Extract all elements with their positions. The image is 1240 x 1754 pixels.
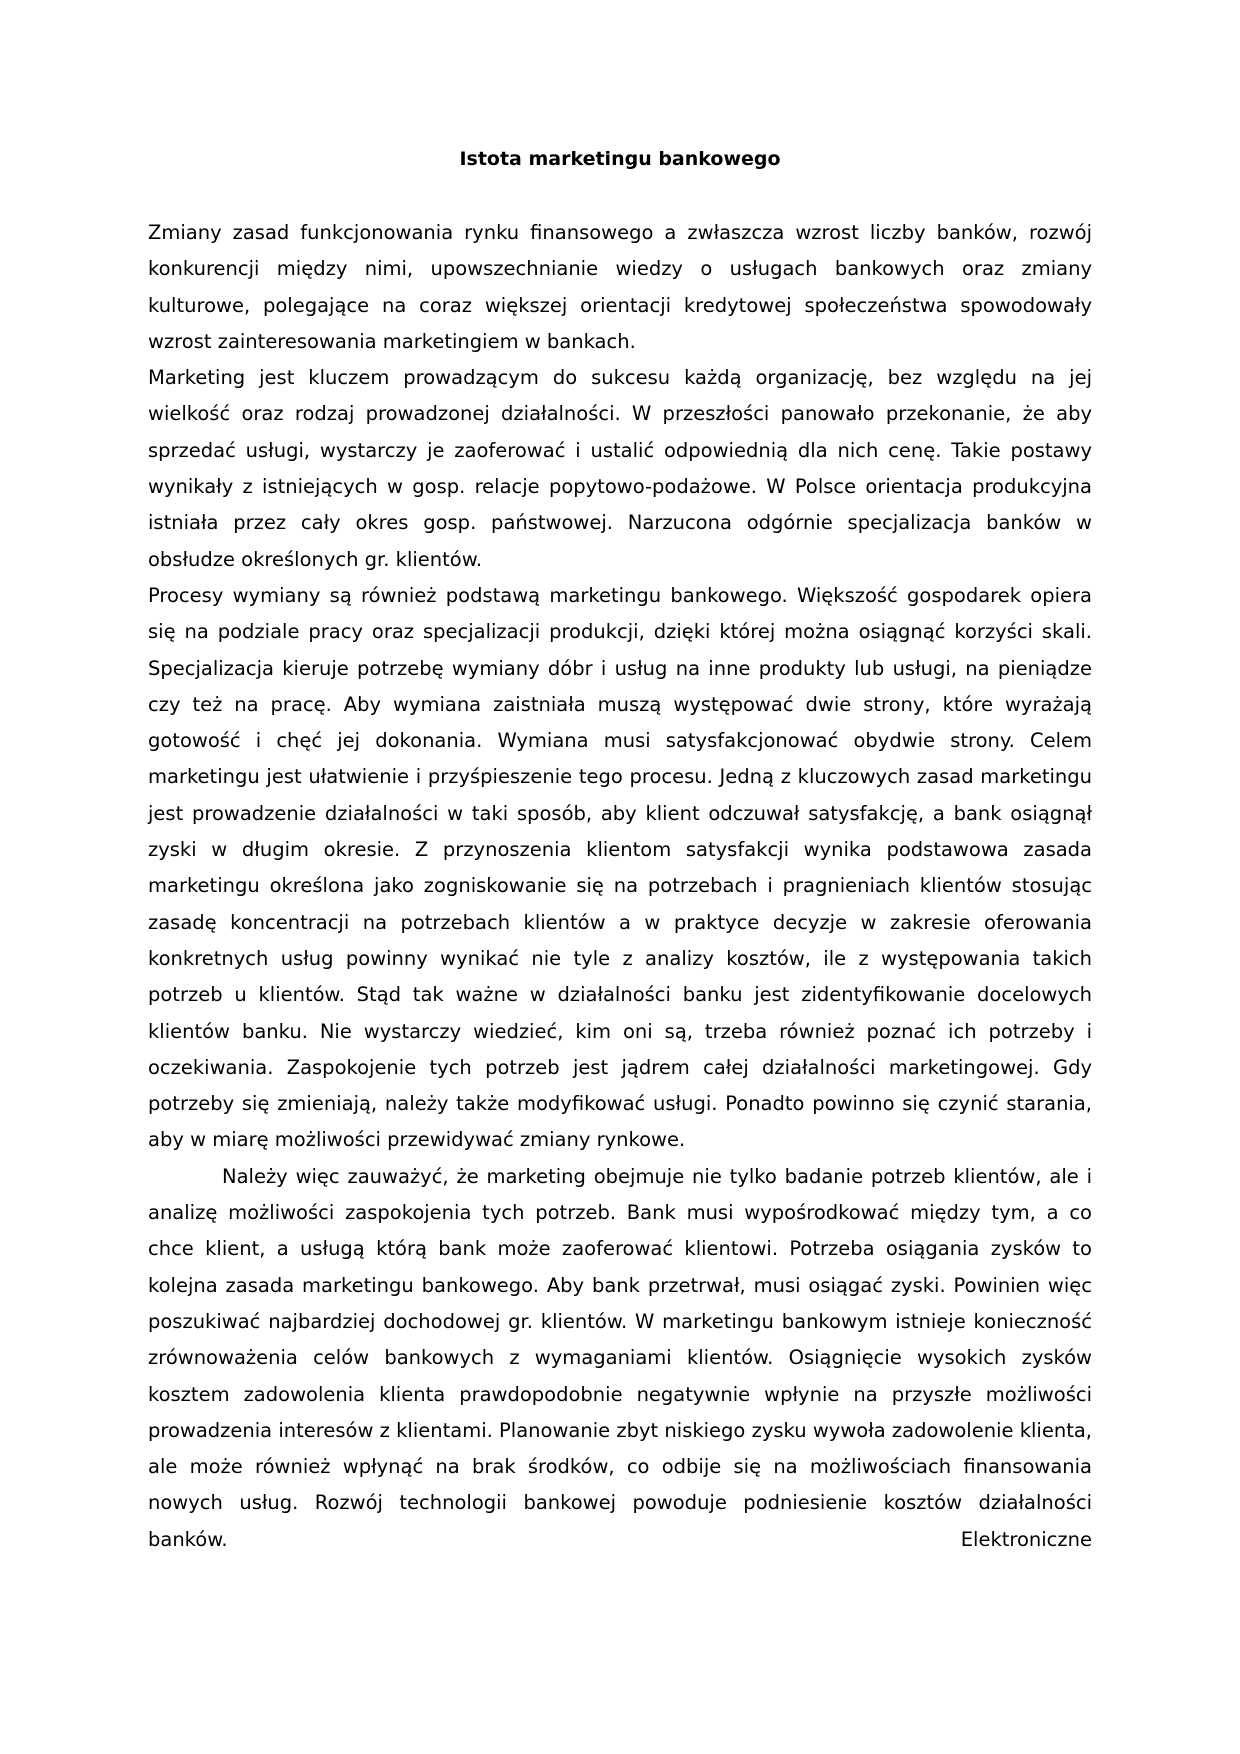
paragraph-4: Należy więc zauważyć, że marketing obejmuje nie tylko badanie potrzeb klientów, ale i analizę możliwości zaspokojenia tych potrzeb. Bank musi wypośrodkować między tym, a co chce klient, a usługą którą bank może zaoferować klientowi. Potrzeba osiągania zysków to kolejna zasada marketingu bankowego. Aby bank przetrwał, musi osiągać zyski. Powinien więc poszukiwać najbardziej dochodowej gr. klientów. W marketingu bankowym istnieje konieczność zrównoważenia celów bankowych z wymaganiami klientów. Osiągnięcie wysokich zysków kosztem zadowolenia klienta prawdopodobnie negatywnie wpłynie na przyszłe możliwości prowadzenia interesów z klientami. Planowanie zbyt niskiego zysku wywoła zadowolenie klienta, ale może również wpłynąć na brak środków, co odbije się na możliwościach finansowania nowych usług. Rozwój technologii bankowej powoduje podniesienie kosztów działalności banków. Elektroniczne xyxy=(148,1164,1092,1551)
paragraph-3: Procesy wymiany są również podstawą marketingu bankowego. Większość gospodarek opiera się na podziale pracy oraz specjalizacji produkcji, dzięki której można osiągnąć korzyści skali. Specjalizacja kieruje potrzebę wymiany dóbr i usług na inne produkty lub usługi, na pieniądze czy też na pracę. Aby wymiana zaistniała muszą występować dwie strony, które wyrażają gotowość i chęć jej dokonania. Wymiana musi satysfakcjonować obydwie strony. Celem marketingu jest ułatwienie i przyśpieszenie tego procesu. Jedną z kluczowych zasad marketingu jest prowadzenie działalności w taki sposób, aby klient odczuwał satysfakcję, a bank osiągnął zyski w długim okresie. Z przynoszenia klientom satysfakcji wynika podstawowa zasada marketingu określona jako zogniskowanie się na potrzebach i pragnieniach klientów stosując zasadę koncentracji na potrzebach klientów a w praktyce decyzje w zakresie oferowania konkretnych usług powinny wynikać nie tyle z analizy kosztów, ile z występowania takich potrzeb u klientów. Stąd tak ważne w działalności banku jest zidentyfikowanie docelowych klientów banku. Nie wystarczy wiedzieć, kim oni są, trzeba również poznać ich potrzeby i oczekiwania. Zaspokojenie tych potrzeb jest jądrem całej działalności marketingowej. Gdy potrzeby się zmieniają, należy także modyfikować usługi. Ponadto powinno się czynić starania, aby w miarę możliwości przewidywać zmiany rynkowe. xyxy=(148,583,1092,1152)
document-title: Istota marketingu bankowego xyxy=(459,148,781,170)
paragraph-2: Marketing jest kluczem prowadzącym do sukcesu każdą organizację, bez względu na jej wielkość oraz rodzaj prowadzonej działalności. W przeszłości panowało przekonanie, że aby sprzedać usługi, wystarczy je zaoferować i ustalić odpowiednią dla nich cenę. Takie postawy wynikały z istniejących w gosp. relacje popytowo-podażowe. W Polsce orientacja produkcyjna istniała przez cały okres gosp. państwowej. Narzucona odgórnie specjalizacja banków w obsłudze określonych gr. klientów. xyxy=(148,366,1092,571)
document-body xyxy=(148,215,1092,1558)
paragraph-1: Zmiany zasad funkcjonowania rynku finansowego a zwłaszcza wzrost liczby banków, rozwój konkurencji między nimi, upowszechnianie wiedzy o usługach bankowych oraz zmiany kulturowe, polegające na coraz większej orientacji kredytowej społeczeństwa spowodowały wzrost zainteresowania marketingiem w bankach. xyxy=(148,221,1092,353)
